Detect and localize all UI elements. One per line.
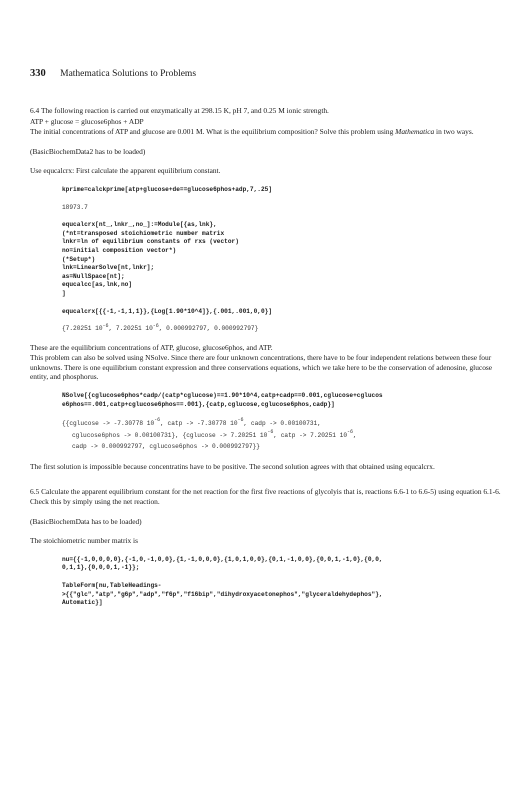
page-content [30, 106, 508, 617]
out-exponent: -6 [152, 323, 159, 330]
out-part: , catp -> 7.20251 10 [273, 431, 348, 439]
out-part: , [353, 431, 357, 439]
page-header [30, 68, 196, 79]
code-calckprime: kprime=calckprime[atp+glucose+de==glucose6phos+adp,7,.25] [62, 185, 273, 193]
code-nu-matrix: nu={{-1,0,0,0,0},{-1,0,-1,0,0},{1,-1,0,0,0},{1,0,1,0,0},{0,1,-1,0,0},{0,0,1,-1,0},{0,0, 0,1,1},{0,0,0,1,-1}}; [62, 555, 383, 572]
output-nsolve [62, 418, 508, 453]
out-part: , 7.20251 10 [108, 325, 153, 333]
out-part: cglucose6phos -> 0.00100731}, {cglucose -> 7.20251 10 [72, 431, 268, 439]
out-exponent: -6 [267, 428, 274, 435]
page-number: 330 [30, 68, 46, 79]
use-equcalcrx-line: Use equcalcrx: First calculate the apparent equilibrium constant. [30, 166, 221, 176]
paragraph-nsolve-explanation: This problem can also be solved using NSolve. Since there are four unknown concentrations, there have to be four independent relations between these four unknowns. There is one equilibrium constant expression and three conservations equations, which we take here to be the conservation of adenosine, glucose entity, and phosphorus. [30, 353, 493, 382]
stoichiometric-matrix-line: The stoichiometric number matrix is [30, 536, 138, 546]
nsolve-output-line-2 [72, 430, 508, 442]
out-part: , catp -> -7.30778 10 [160, 420, 238, 428]
paragraph-first-solution: The first solution is impossible because concentratins have to be positive. The second solution agrees with that obtained using equcalcrx. [30, 461, 435, 471]
reaction-equation: ATP + glucose = glucose6phos + ADP [30, 116, 144, 126]
problem-6-5-statement: 6.5 Calculate the apparent equilibrium constant for the net reaction for the first five reactions of glycolyis that is, reactions 6.6-1 to 6.6-5) using equation 6.1-6. Check this by simply using the net reaction. [30, 487, 501, 506]
out-exponent: -6 [102, 323, 109, 330]
load-note-6-5: (BasicBiochemData has to be loaded) [30, 516, 142, 526]
code-tableform: TableForm[nu,TableHeadings- >{{"glc","atp","g6p","adp","f6p","f16bip","dihydroxyacetonephos","glyceraldehydephos"}, Automatic}] [62, 581, 383, 607]
out-part: {{cglucose -> -7.30778 10 [62, 420, 155, 428]
output-equilibrium-composition [62, 325, 508, 334]
out-part: {7.20251 10 [62, 325, 103, 333]
output-kprime: 18973.7 [62, 203, 88, 211]
question-lead: The initial concentrations of ATP and glucose are 0.001 M. What is the equilibrium composition? Solve this problem using [30, 127, 396, 137]
nsolve-output-line-1 [62, 418, 508, 430]
out-exponent: -6 [347, 428, 354, 435]
mathematica-word: Mathematica [395, 127, 435, 137]
paragraph-equilibrium-concentrations: These are the equilibrium concentrations of ATP, glucose, glucose6phos, and ATP. [30, 342, 273, 352]
running-title: Mathematica Solutions to Problems [60, 69, 197, 79]
out-exponent: -6 [154, 417, 161, 424]
problem-6-4-statement: 6.4 The following reaction is carried out enzymatically at 298.15 K, pH 7, and 0.25 M ionic strength. [30, 106, 329, 115]
code-equcalcrx-call: equcalcrx[{{-1,-1,1,1}},{Log[1.90*10^4]},{.001,.001,0,0}] [62, 307, 273, 315]
code-equcalcrx-definition: equcalcrx[nt_,lnkr_,no_]:=Module[{as,lnk}, (*nt=transposed stoichiometric number matrix lnkr=ln of equilibrium constants of rxs (vector) no=initial composition vector*) (*Setup*) lnk=LinearSolve[nt,lnkr]; as=NullSpace[nt]; equcalcc[as,lnk,no] ] [62, 221, 239, 297]
out-exponent: -6 [237, 417, 244, 424]
nsolve-output-line-3: cadp -> 0.000992797, cglucose6phos -> 0.000992797}} [72, 443, 260, 451]
out-part: , 0.000992797, 0.000992797} [158, 325, 259, 333]
question-tail: in two ways. [434, 127, 474, 137]
load-note: (BasicBiochemData2 has to be loaded) [30, 146, 146, 156]
code-nsolve: NSolve[{cglucose6phos*cadp/(catp*cglucose)==1.90*10^4,catp+cadp==0.001,cglucose+cglucos e6phos==.001,catp+cglucose6phos==.001},{catp,cglucose,cglucose6phos,cadp}] [62, 392, 383, 408]
problem-6-4-question [30, 127, 508, 137]
out-part: , cadp -> 0.00100731, [243, 420, 321, 428]
